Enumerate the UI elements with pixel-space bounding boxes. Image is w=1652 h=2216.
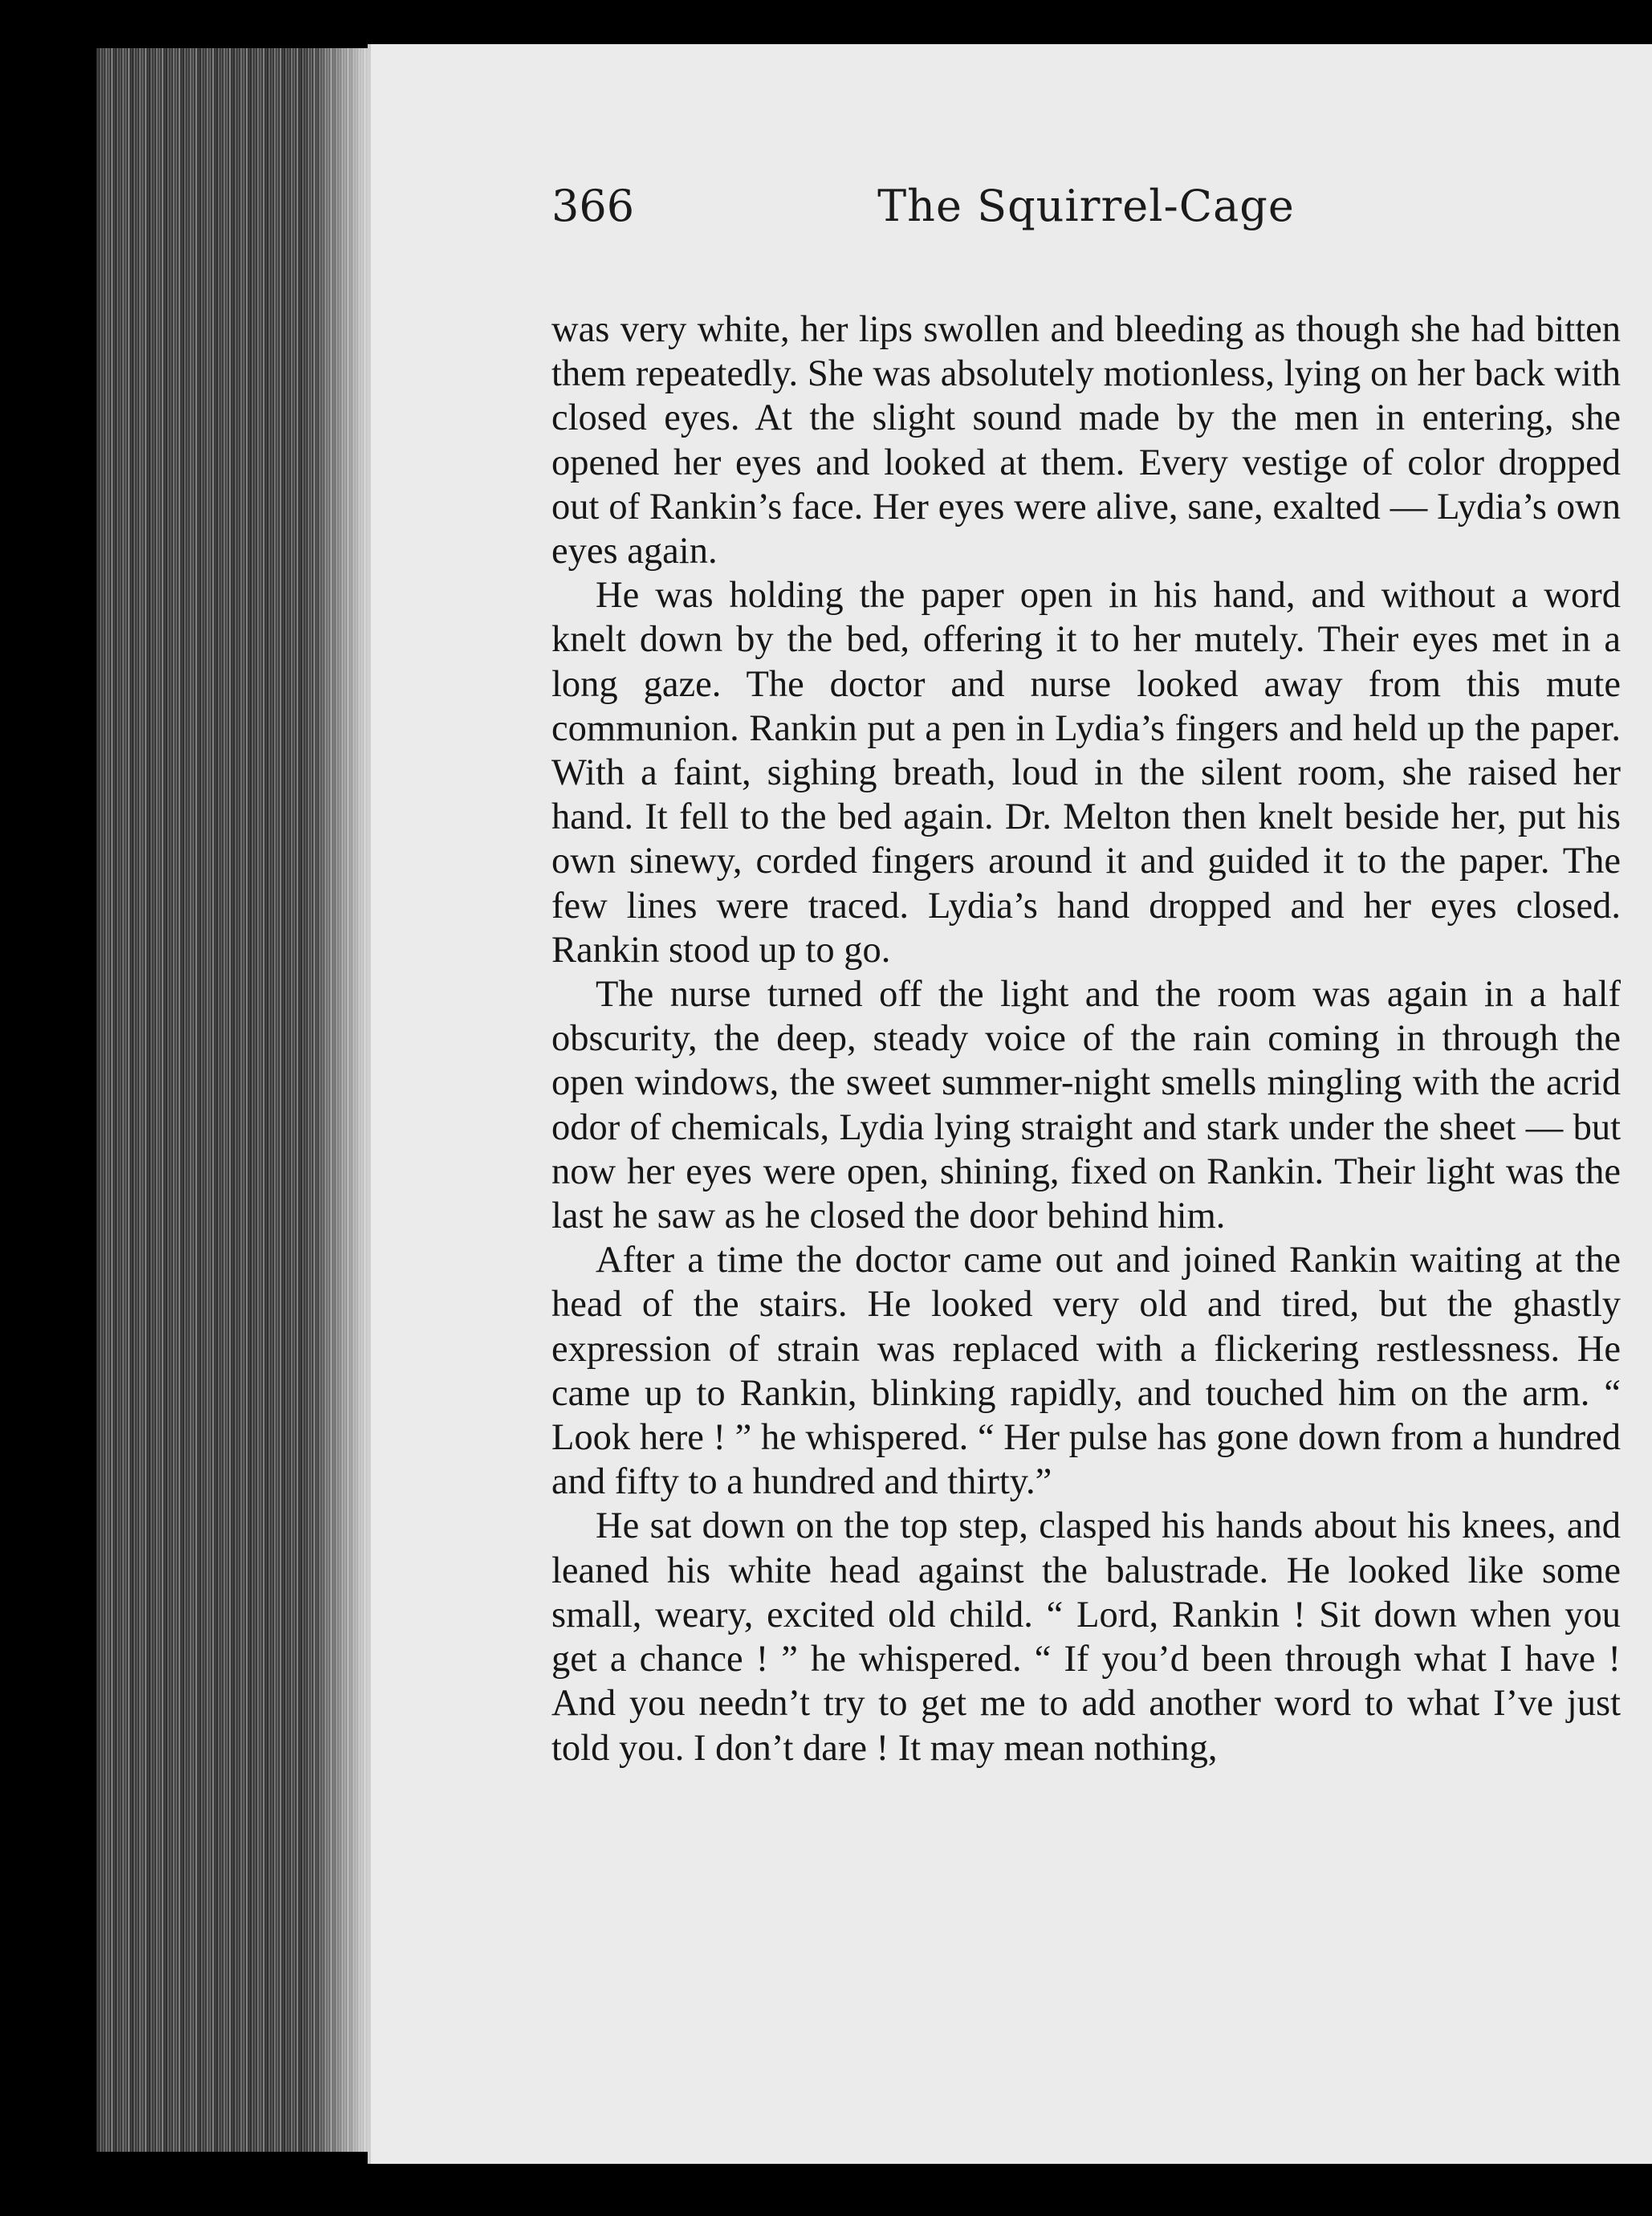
page-number: 366 — [551, 181, 635, 231]
paragraph: The nurse turned off the light and the room was again in a half obscurity, the deep, steady voice of the rain coming in through the open windows, the sweet summer-night smells mingling with the acrid odor of chemicals, Lydia lying straight and stark under the sheet — but now her eyes were open, shining, fixed on Rankin. Their light was the last he saw as he closed the door behind him. — [551, 974, 1621, 1237]
body-text — [551, 308, 1621, 1770]
paragraph: After a time the doctor came out and joined Rankin waiting at the head of the stairs. He looked very old and tired, but the ghastly expression of strain was replaced with a flickering restlessness. He came up to Rankin, blinking rapidly, and touched him on the arm. “ Look here ! ” he whispered. “ Her pulse has gone down from a hundred and fifty to a hundred and thirty.” — [551, 1240, 1621, 1503]
page-header — [551, 181, 1621, 245]
paragraph: He sat down on the top step, clasped his hands about his knees, and leaned his white head against the balustrade. He looked like some small, weary, excited old child. “ Lord, Rankin ! Sit down when you get a chance ! ” he whispered. “ If you’d been through what I have ! And you needn’t try to get me to add another word to what I’ve just told you. I don’t dare ! It may mean nothing, — [551, 1505, 1621, 1769]
book-fore-edge — [96, 48, 373, 2152]
page-sheet — [368, 44, 1652, 2164]
paragraph: He was holding the paper open in his hand, and without a word knelt down by the bed, offering it to her mutely. Their eyes met in a long gaze. The doctor and nurse looked away from this mute communion. Rankin put a pen in Lydia’s fingers and held up the paper. With a faint, sighing breath, loud in the silent room, she raised her hand. It fell to the bed again. Dr. Melton then knelt beside her, put his own sinewy, corded fingers around it and guided it to the paper. The few lines were traced. Lydia’s hand dropped and her eyes closed. Rankin stood up to go. — [551, 575, 1621, 971]
running-title: The Squirrel-Cage — [877, 181, 1295, 231]
paragraph: was very white, her lips swollen and bleeding as though she had bitten them repeatedly. She was absolutely motionless, lying on her back with closed eyes. At the slight sound made by the men in entering, she opened her eyes and looked at them. Every vestige of color dropped out of Rankin’s face. Her eyes were alive, sane, exalted — Lydia’s own eyes again. — [551, 309, 1621, 572]
